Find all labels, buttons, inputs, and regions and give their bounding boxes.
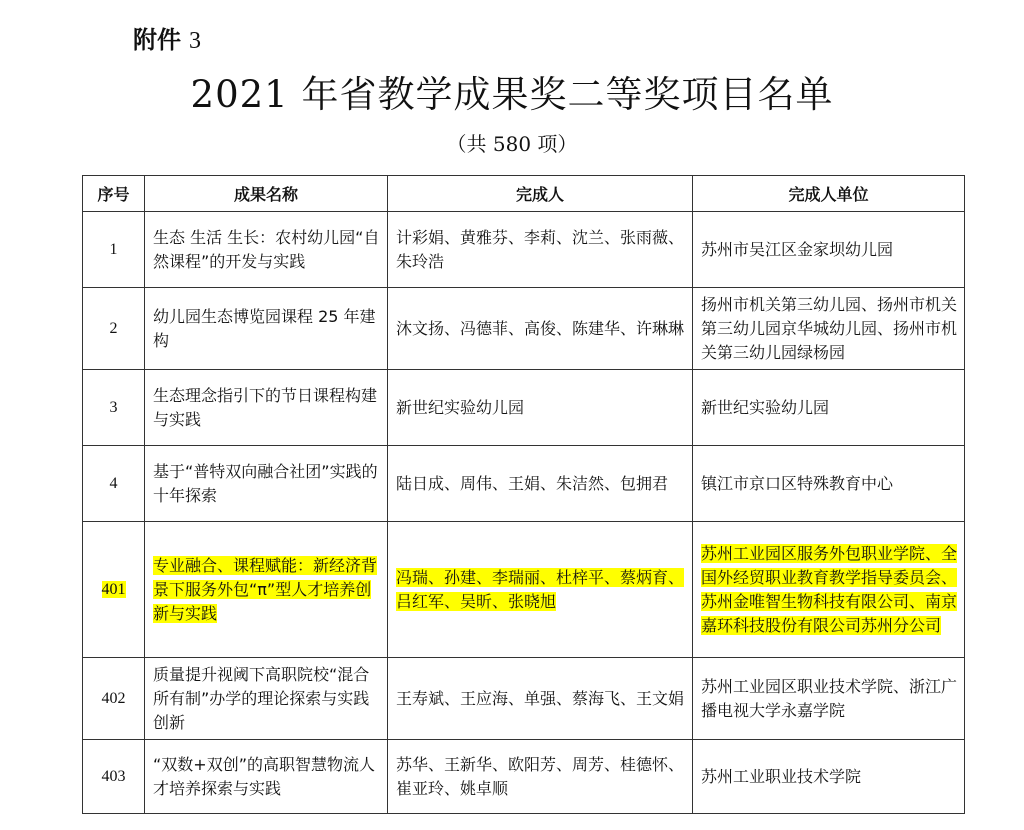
attachment-label [133,20,201,55]
cell-persons [388,288,693,370]
cell-persons-text: 王寿斌、王应海、单强、蔡海飞、王文娟 [396,688,685,708]
cell-name-text: “双数+双创”的高职智慧物流人才培养探索与实践 [153,754,375,798]
cell-units-text: 苏州工业职业技术学院 [701,766,862,786]
cell-name [145,370,388,446]
table-row [83,370,965,446]
cell-seq: 403 [83,740,145,814]
table-row [83,212,965,288]
cell-units-text: 镇江市京口区特殊教育中心 [701,473,894,493]
cell-persons-text: 沐文扬、冯德菲、高俊、陈建华、许琳琳 [396,318,685,338]
cell-name-text: 质量提升视阈下高职院校“混合所有制”办学的理论探索与实践创新 [153,664,370,732]
cell-units-text: 苏州工业园区服务外包职业学院、全国外经贸职业教育教学指导委员会、苏州金唯智生物科技有限公司、南京嘉环科技股份有限公司苏州分公司 [701,543,958,635]
cell-units [693,288,965,370]
cell-units [693,740,965,814]
cell-units [693,522,965,658]
cell-name [145,288,388,370]
cell-units [693,370,965,446]
cell-persons [388,522,693,658]
cell-name [145,658,388,740]
cell-name-text: 生态理念指引下的节日课程构建与实践 [153,385,378,429]
attachment-number: 3 [189,28,201,54]
cell-seq: 4 [83,446,145,522]
cell-persons-text: 新世纪实验幼儿园 [396,397,525,417]
page-title: 2021 年省教学成果奖二等奖项目名单 [190,73,834,116]
cell-name-text: 专业融合、课程赋能：新经济背景下服务外包“π”型人才培养创新与实践 [153,555,378,623]
cell-units-text: 新世纪实验幼儿园 [701,397,830,417]
cell-persons [388,446,693,522]
cell-name-text: 生态 生活 生长：农村幼儿园“自然课程”的开发与实践 [153,227,380,271]
cell-name [145,740,388,814]
cell-persons-text: 计彩娟、黄雅芬、李莉、沈兰、张雨薇、朱玲浩 [396,227,685,271]
column-header-seq: 序号 [83,176,145,212]
column-header-units: 完成人单位 [693,176,965,212]
cell-name [145,212,388,288]
column-header-name: 成果名称 [145,176,388,212]
cell-units-text: 扬州市机关第三幼儿园、扬州市机关第三幼儿园京华城幼儿园、扬州市机关第三幼儿园绿杨园 [701,294,958,362]
cell-persons-text: 陆日成、周伟、王娟、朱洁然、包拥君 [396,473,669,493]
cell-name-text: 幼儿园生态博览园课程 25 年建构 [153,306,376,350]
cell-name [145,522,388,658]
cell-seq [83,522,145,658]
cell-persons [388,740,693,814]
table-row [83,658,965,740]
page-subtitle: （共 580 项） [446,132,578,156]
cell-units [693,446,965,522]
cell-persons [388,658,693,740]
column-header-persons: 完成人 [388,176,693,212]
table-header-row [83,176,965,212]
table-row [83,740,965,814]
cell-persons-text: 苏华、王新华、欧阳芳、周芳、桂德怀、崔亚玲、姚卓顺 [396,754,685,798]
attachment-text: 附件 [133,26,181,54]
cell-persons [388,370,693,446]
cell-name [145,446,388,522]
cell-seq: 402 [83,658,145,740]
cell-name-text: 基于“普特双向融合社团”实践的十年探索 [153,461,378,505]
cell-seq: 2 [83,288,145,370]
cell-seq-text: 401 [101,580,126,598]
cell-seq: 1 [83,212,145,288]
cell-units-text: 苏州工业园区职业技术学院、浙江广播电视大学永嘉学院 [701,676,958,720]
cell-seq: 3 [83,370,145,446]
award-table [82,175,965,814]
cell-persons-text: 冯瑞、孙建、李瑞丽、杜梓平、蔡炳育、吕红军、吴昕、张晓旭 [396,567,685,611]
cell-units-text: 苏州市吴江区金家坝幼儿园 [701,239,894,259]
cell-persons [388,212,693,288]
table-row [83,288,965,370]
cell-units [693,658,965,740]
cell-units [693,212,965,288]
table-row [83,446,965,522]
table-row-highlighted [83,522,965,658]
